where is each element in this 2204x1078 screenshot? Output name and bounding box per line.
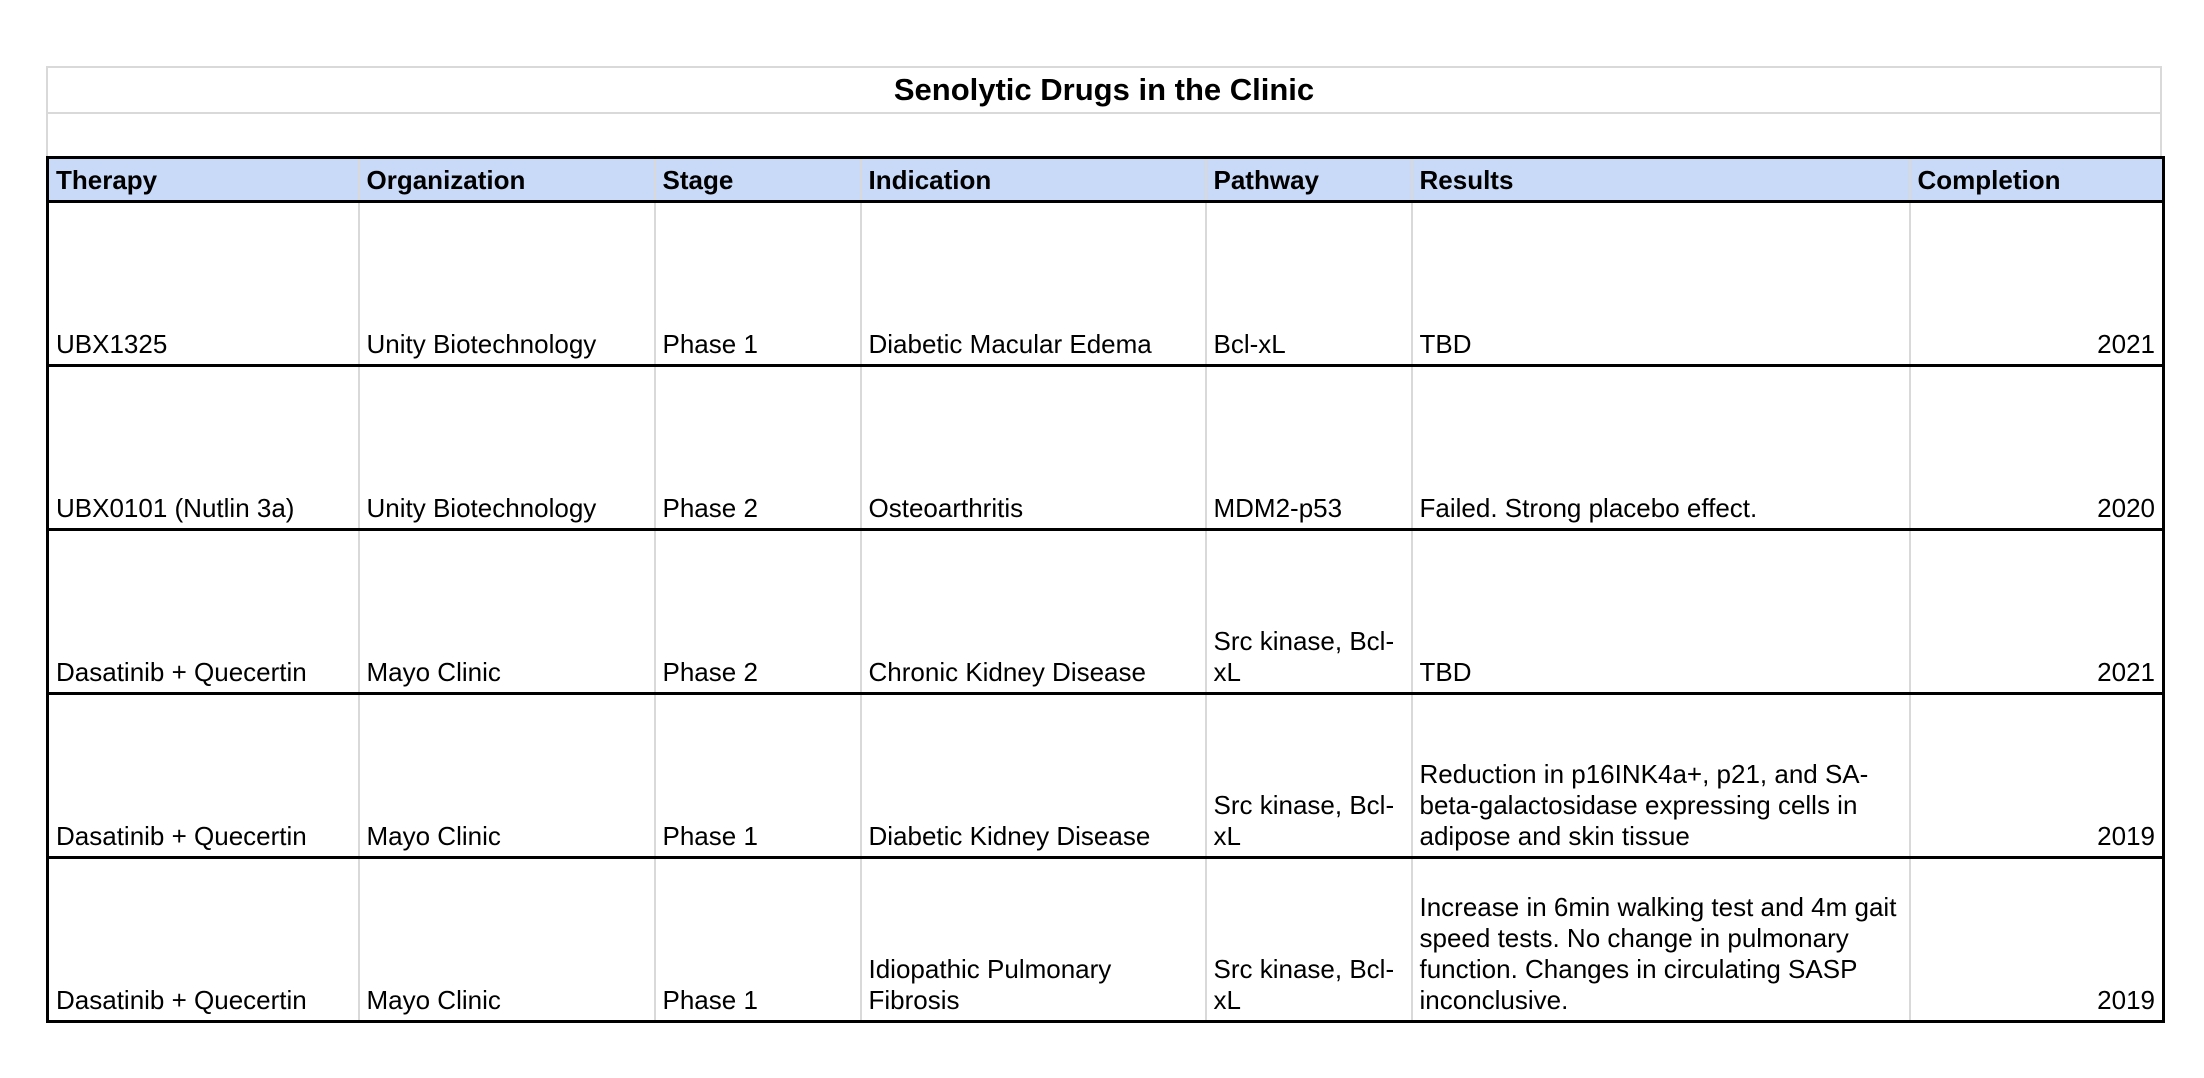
cell-results[interactable]: Increase in 6min walking test and 4m gait speed tests. No change in pulmonary function. Changes in circulating SASP inconclusive. <box>1412 858 1910 1022</box>
header-results[interactable]: Results <box>1412 158 1910 202</box>
cell-indication[interactable]: Chronic Kidney Disease <box>861 530 1206 694</box>
table-row <box>48 530 2164 694</box>
cell-indication[interactable]: Idiopathic Pulmonary Fibrosis <box>861 858 1206 1022</box>
cell-organization[interactable]: Mayo Clinic <box>359 694 655 858</box>
table-row <box>48 202 2164 366</box>
cell-indication[interactable]: Osteoarthritis <box>861 366 1206 530</box>
header-therapy[interactable]: Therapy <box>48 158 359 202</box>
senolytic-drugs-table <box>46 156 2165 1023</box>
cell-therapy[interactable]: UBX1325 <box>48 202 359 366</box>
header-organization[interactable]: Organization <box>359 158 655 202</box>
cell-pathway[interactable]: Bcl-xL <box>1206 202 1412 366</box>
header-indication[interactable]: Indication <box>861 158 1206 202</box>
cell-stage[interactable]: Phase 1 <box>655 858 861 1022</box>
cell-completion[interactable]: 2019 <box>1910 694 2164 858</box>
blank-row[interactable] <box>46 114 2162 156</box>
header-stage[interactable]: Stage <box>655 158 861 202</box>
cell-organization[interactable]: Mayo Clinic <box>359 530 655 694</box>
cell-stage[interactable]: Phase 1 <box>655 694 861 858</box>
cell-pathway[interactable]: Src kinase, Bcl-xL <box>1206 858 1412 1022</box>
sheet-title[interactable]: Senolytic Drugs in the Clinic <box>46 66 2162 114</box>
cell-stage[interactable]: Phase 1 <box>655 202 861 366</box>
cell-completion[interactable]: 2019 <box>1910 858 2164 1022</box>
cell-indication[interactable]: Diabetic Kidney Disease <box>861 694 1206 858</box>
cell-organization[interactable]: Mayo Clinic <box>359 858 655 1022</box>
cell-therapy[interactable]: Dasatinib + Quecertin <box>48 530 359 694</box>
cell-stage[interactable]: Phase 2 <box>655 366 861 530</box>
table-row <box>48 366 2164 530</box>
cell-completion[interactable]: 2021 <box>1910 530 2164 694</box>
header-completion[interactable]: Completion <box>1910 158 2164 202</box>
cell-completion[interactable]: 2020 <box>1910 366 2164 530</box>
cell-pathway[interactable]: MDM2-p53 <box>1206 366 1412 530</box>
cell-organization[interactable]: Unity Biotechnology <box>359 366 655 530</box>
spreadsheet <box>46 66 2162 1023</box>
cell-results[interactable]: TBD <box>1412 202 1910 366</box>
cell-therapy[interactable]: Dasatinib + Quecertin <box>48 694 359 858</box>
cell-results[interactable]: TBD <box>1412 530 1910 694</box>
cell-organization[interactable]: Unity Biotechnology <box>359 202 655 366</box>
cell-stage[interactable]: Phase 2 <box>655 530 861 694</box>
table-row <box>48 694 2164 858</box>
header-pathway[interactable]: Pathway <box>1206 158 1412 202</box>
cell-indication[interactable]: Diabetic Macular Edema <box>861 202 1206 366</box>
cell-pathway[interactable]: Src kinase, Bcl-xL <box>1206 694 1412 858</box>
cell-therapy[interactable]: Dasatinib + Quecertin <box>48 858 359 1022</box>
cell-completion[interactable]: 2021 <box>1910 202 2164 366</box>
cell-results[interactable]: Failed. Strong placebo effect. <box>1412 366 1910 530</box>
table-row <box>48 858 2164 1022</box>
cell-pathway[interactable]: Src kinase, Bcl-xL <box>1206 530 1412 694</box>
cell-therapy[interactable]: UBX0101 (Nutlin 3a) <box>48 366 359 530</box>
cell-results[interactable]: Reduction in p16INK4a+, p21, and SA-beta-galactosidase expressing cells in adipose and skin tissue <box>1412 694 1910 858</box>
header-row <box>48 158 2164 202</box>
